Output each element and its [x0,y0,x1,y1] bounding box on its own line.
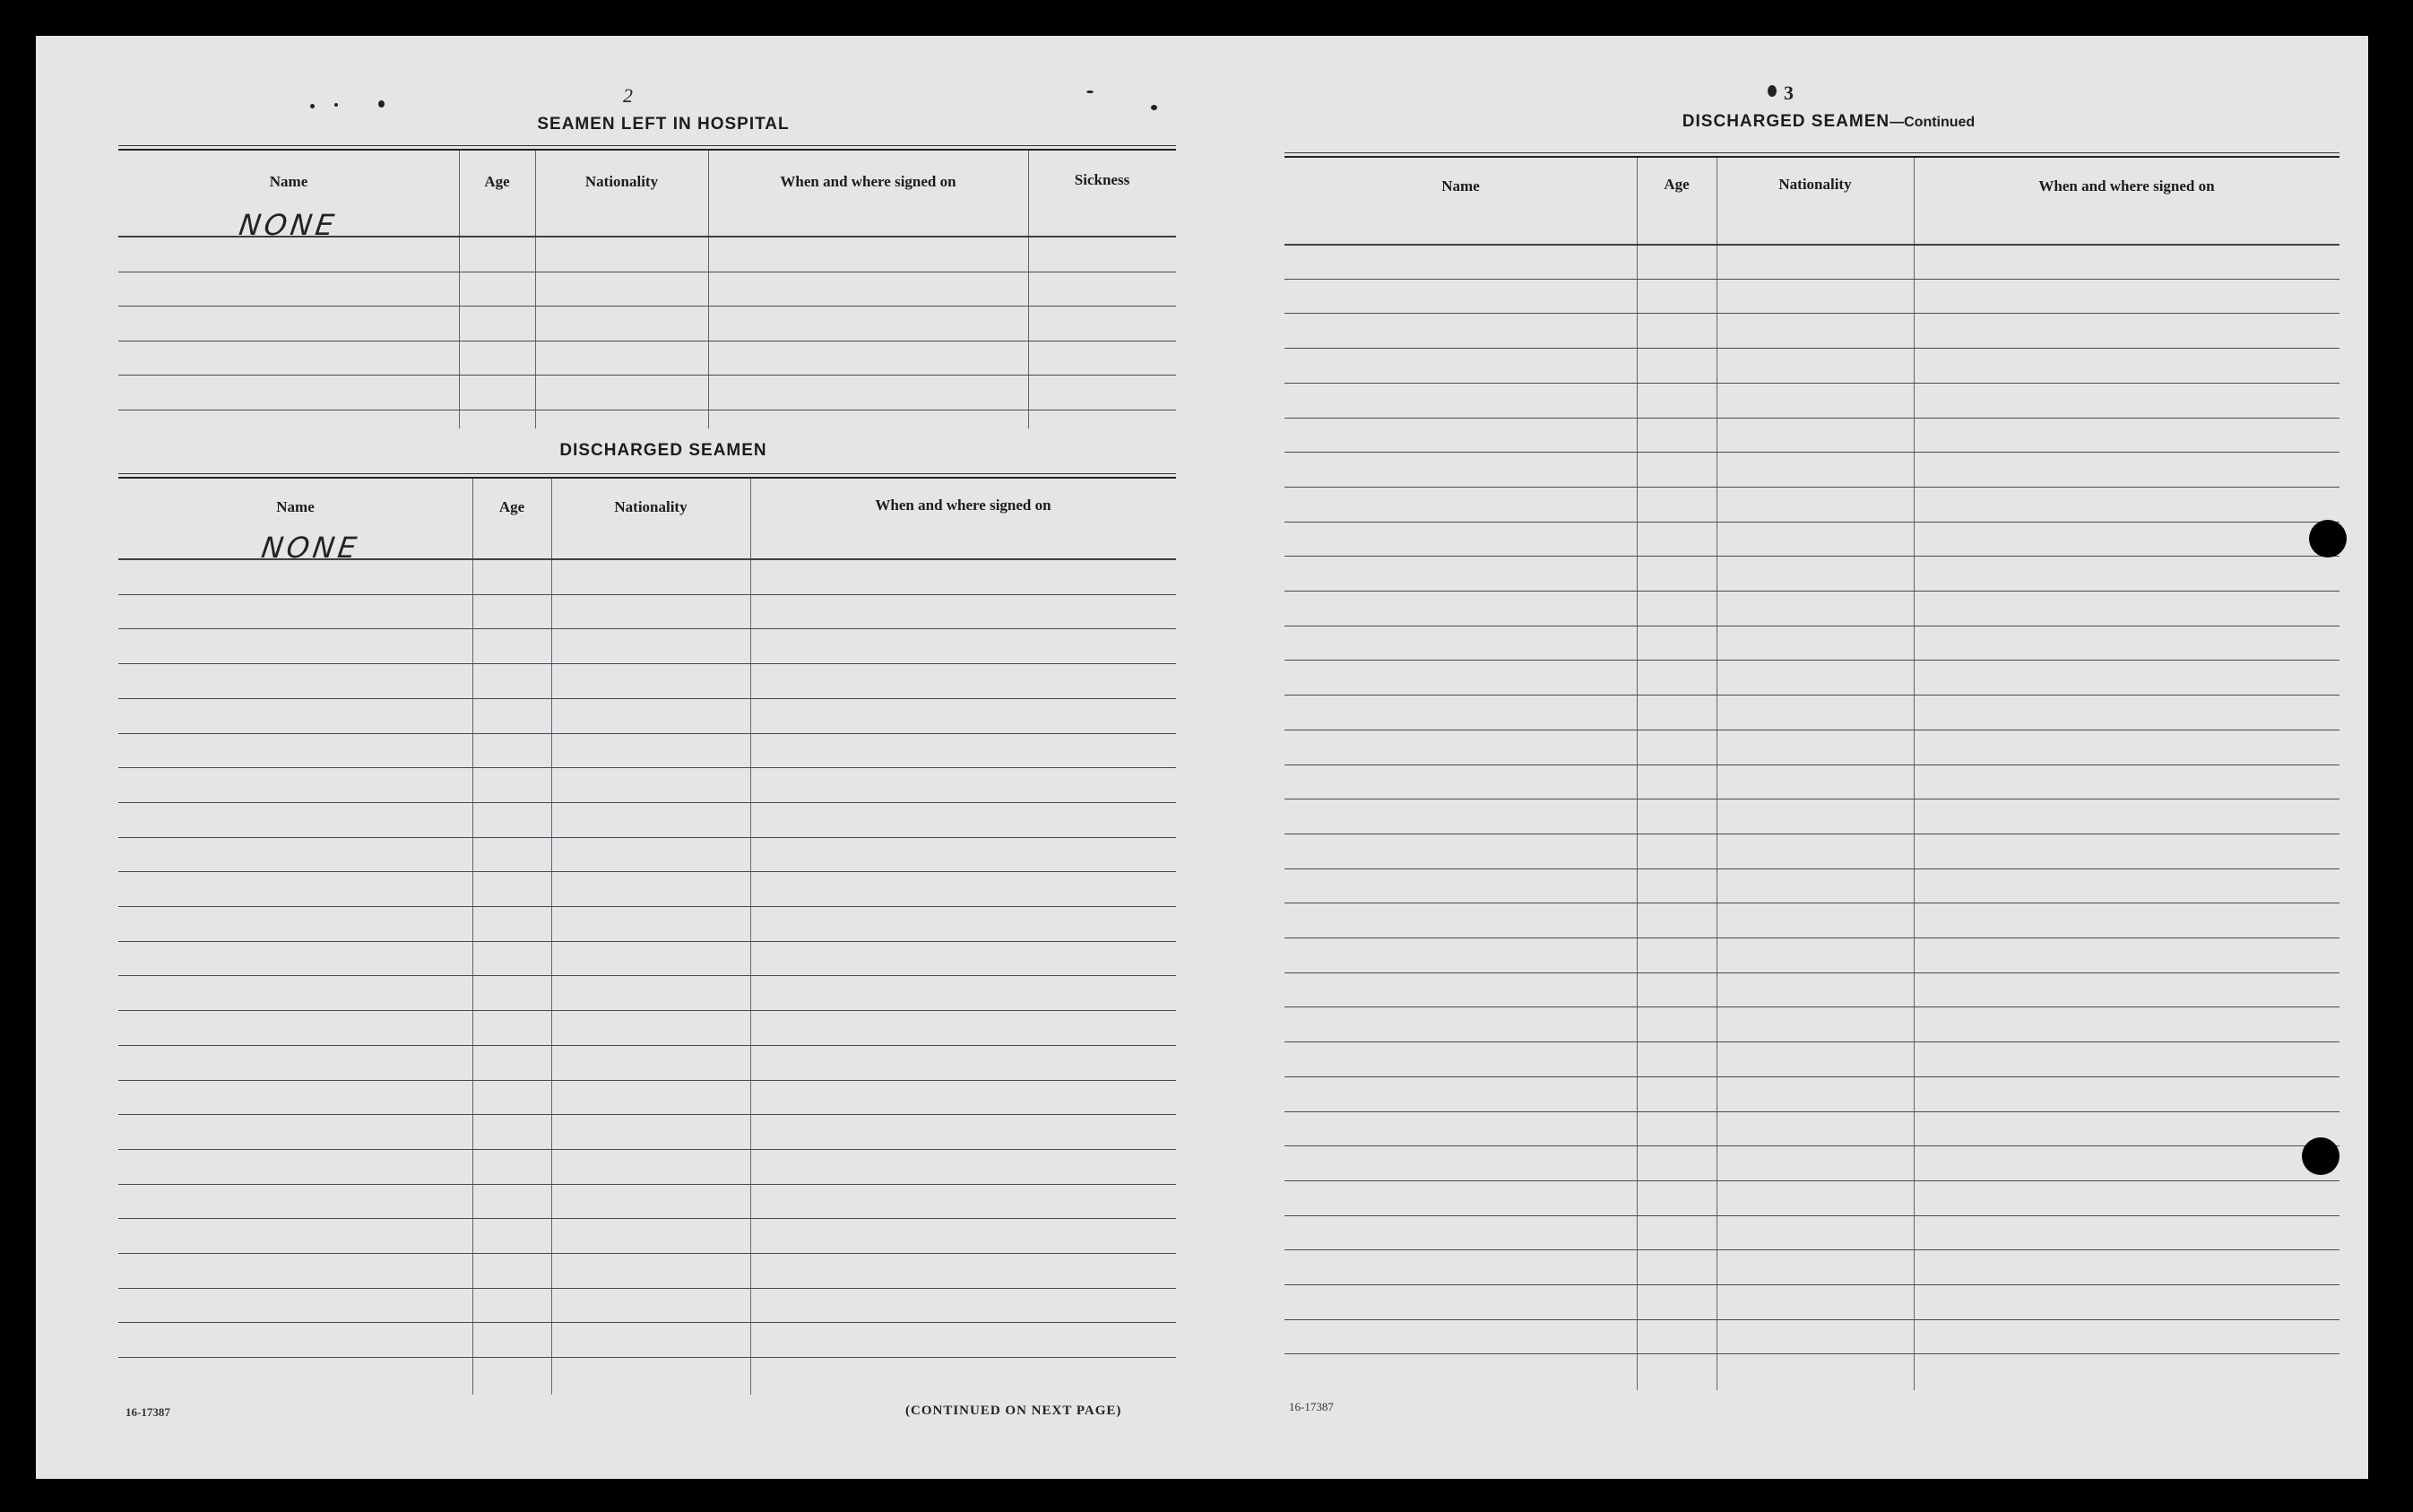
row-rule [1284,1249,2339,1250]
right-col-age: Age [1664,176,1690,193]
row-rule [1284,1111,2339,1112]
row-rule [118,663,1176,664]
right-col-signed-on: When and where signed on [2038,177,2215,194]
col-divider [472,479,473,1395]
hospital-section-title: SEAMEN LEFT IN HOSPITAL [537,115,790,134]
row-rule [1284,452,2339,453]
discharged-table-right [1284,158,2339,1390]
discharged-entry-none: NONE [259,531,362,565]
row-rule [118,733,1176,734]
row-rule [1284,279,2339,280]
right-title-text: DISCHARGED SEAMEN [1682,112,1890,131]
row-rule [1284,348,2339,349]
row-rule [1284,1145,2339,1146]
row-rule [118,1253,1176,1254]
ink-speck [334,103,338,107]
row-rule [118,837,1176,838]
row-rule [1284,244,2339,245]
ink-speck [1151,105,1157,110]
row-rule [1284,868,2339,869]
row-rule [118,1218,1176,1219]
right-form-number: 16-17387 [1289,1400,1334,1413]
row-rule [1284,1076,2339,1077]
row-rule [118,1010,1176,1011]
row-rule [118,559,1176,560]
discharged-col-signed-on: When and where signed on [875,497,1051,514]
hospital-entry-none: NONE [237,208,340,242]
row-rule [1284,1319,2339,1320]
right-col-name: Name [1441,177,1480,194]
hospital-table [118,151,1176,428]
row-rule [118,237,1176,238]
left-form-number: 16-17387 [125,1405,170,1419]
col-divider [551,479,552,1395]
col-divider [535,151,536,428]
left-page-number: 2 [623,84,633,107]
discharged-col-name: Name [276,498,315,515]
row-rule [118,871,1176,872]
row-rule [118,1149,1176,1150]
document-sheet [36,36,2368,1479]
row-rule [1284,556,2339,557]
row-rule [118,802,1176,803]
discharged-col-nationality: Nationality [614,498,688,515]
row-rule [118,767,1176,768]
hospital-col-age: Age [484,173,510,190]
col-divider [1914,158,1915,1390]
row-rule [1284,383,2339,384]
row-rule [1284,1284,2339,1285]
row-rule [1284,660,2339,661]
row-rule [1284,1180,2339,1181]
row-rule [118,698,1176,699]
row-rule [118,1114,1176,1115]
row-rule [118,1045,1176,1046]
row-rule [118,906,1176,907]
row-rule [1284,522,2339,523]
row-rule [118,628,1176,629]
col-divider [708,151,709,428]
row-rule [118,375,1176,376]
ink-speck [1086,91,1094,93]
row-rule [118,306,1176,307]
row-rule [118,941,1176,942]
right-page-number: 3 [1784,82,1794,104]
row-rule [118,1322,1176,1323]
col-divider [1637,158,1638,1390]
right-col-nationality: Nationality [1778,176,1852,193]
row-rule [118,975,1176,976]
discharged-table-left [118,479,1176,1395]
row-rule [118,1357,1176,1358]
row-rule [118,1184,1176,1185]
row-rule [118,1288,1176,1289]
row-rule [118,594,1176,595]
row-rule [1284,418,2339,419]
row-rule [1284,972,2339,973]
row-rule [118,1080,1176,1081]
ink-speck [310,104,315,108]
row-rule [1284,591,2339,592]
right-discharged-title [1631,112,2026,132]
row-rule [1284,695,2339,696]
punch-hole [2302,1137,2339,1175]
punch-hole [2309,520,2347,557]
ink-speck [378,100,385,108]
row-rule [1284,1041,2339,1042]
row-rule [1284,1215,2339,1216]
row-rule [1284,313,2339,314]
row-rule [1284,937,2339,938]
discharged-section-title: DISCHARGED SEAMEN [559,441,767,460]
col-divider [459,151,460,428]
hospital-col-name: Name [269,173,308,190]
discharged-col-age: Age [498,498,525,515]
hospital-col-sickness: Sickness [1074,171,1130,188]
continued-note: (CONTINUED ON NEXT PAGE) [905,1404,1122,1418]
hospital-col-signed-on: When and where signed on [780,173,956,190]
col-divider [750,479,751,1395]
ink-speck [1768,85,1777,97]
row-rule [1284,1353,2339,1354]
hospital-col-nationality: Nationality [584,173,659,190]
right-title-suffix: —Continued [1890,115,1976,130]
row-rule [1284,487,2339,488]
col-divider [1028,151,1029,428]
